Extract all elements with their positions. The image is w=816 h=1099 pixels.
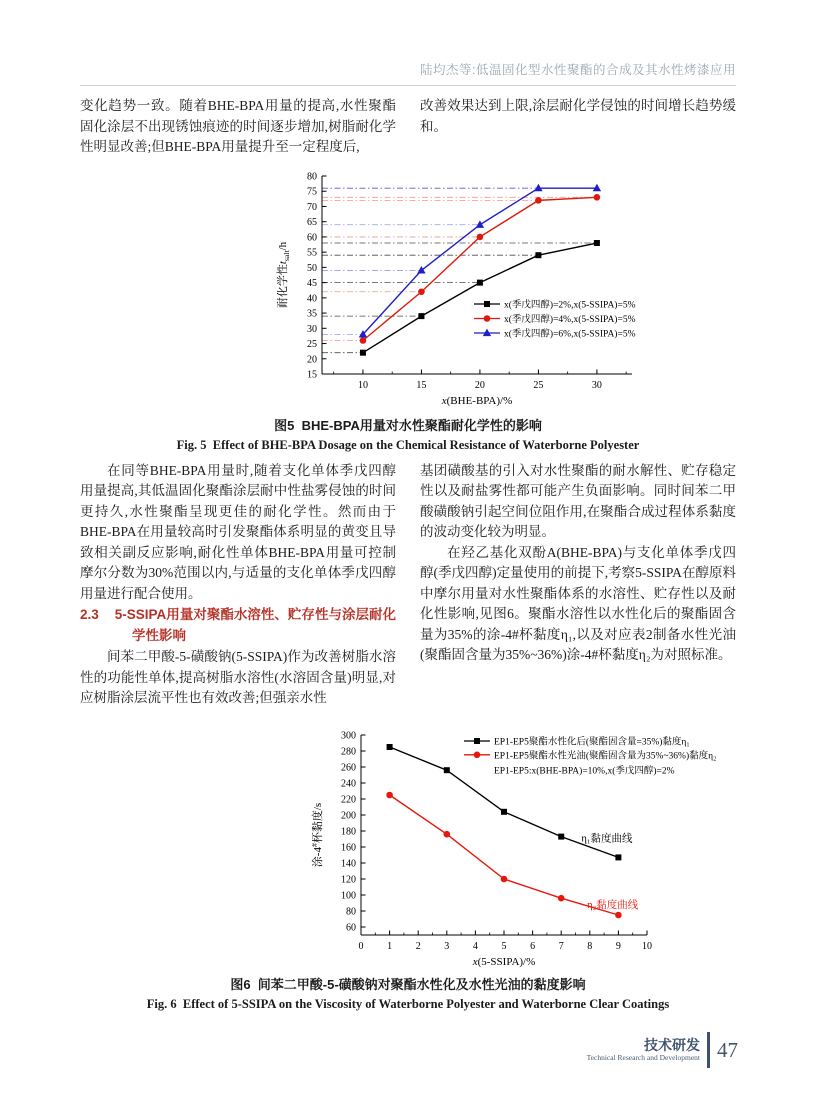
running-title: 陆均杰等:低温固化型水性聚酯的合成及其水性烤漆应用 xyxy=(420,63,736,77)
page-footer xyxy=(587,1032,738,1068)
svg-text:20: 20 xyxy=(307,353,317,365)
svg-text:120: 120 xyxy=(341,874,356,885)
svg-text:15: 15 xyxy=(307,369,317,380)
svg-text:280: 280 xyxy=(341,746,356,757)
section-heading-2-3 xyxy=(80,605,396,646)
svg-text:240: 240 xyxy=(341,778,356,789)
svg-text:9: 9 xyxy=(615,940,621,952)
svg-text:x(季戊四醇)=2%,x(5-SSIPA)=5%: x(季戊四醇)=2%,x(5-SSIPA)=5% xyxy=(504,300,636,310)
svg-text:160: 160 xyxy=(341,842,356,853)
svg-text:10: 10 xyxy=(357,379,368,391)
svg-text:45: 45 xyxy=(307,277,317,289)
paragraph: 间苯二甲酸-5-磺酸钠(5-SSIPA)作为改善树脂水溶性的功能性单体,提高树脂水溶性(水溶固含量)明显,对应树脂涂层流平性也有效改善;但强亲水性 xyxy=(80,649,396,705)
left-column xyxy=(80,461,396,709)
footer-divider xyxy=(707,1032,710,1068)
svg-text:EP1-EP5:x(BHE-BPA)=10%,x(季戊四醇): EP1-EP5:x(BHE-BPA)=10%,x(季戊四醇)=2% xyxy=(494,766,675,777)
svg-text:30: 30 xyxy=(307,323,317,335)
svg-text:5: 5 xyxy=(501,940,507,952)
section-number: 2.3 xyxy=(80,607,99,622)
footer-section xyxy=(587,1037,700,1063)
paragraph: 在羟乙基化双酚A(BHE-BPA)与支化单体季戊四醇(季戊四醇)定量使用的前提下,考察5-SSIPA在醇原料中摩尔用量对水性聚酯体系的水溶性、贮存性以及耐化性影响,见图6。聚酯水溶性以水性化后的聚酯固含量为35%的涂-4#杯黏度η₁,以及对应表2制备水性光油(聚酯固含量为35%~36%)涂-4#杯黏度η₂为对照标准。 xyxy=(420,544,736,662)
page-number: 47 xyxy=(717,1037,738,1062)
svg-text:35: 35 xyxy=(307,308,317,320)
svg-text:55: 55 xyxy=(307,247,317,259)
svg-text:1: 1 xyxy=(387,940,393,952)
svg-text:65: 65 xyxy=(307,216,317,228)
fig5-line-chart xyxy=(250,164,770,415)
svg-text:300: 300 xyxy=(341,730,356,741)
svg-text:10: 10 xyxy=(642,940,652,952)
svg-text:60: 60 xyxy=(307,231,317,243)
svg-text:7: 7 xyxy=(558,940,564,952)
footer-section-zh: 技术研发 xyxy=(644,1037,700,1053)
svg-text:260: 260 xyxy=(341,762,356,773)
svg-text:200: 200 xyxy=(341,810,356,821)
svg-text:50: 50 xyxy=(307,262,317,274)
section-title: 5-SSIPA用量对聚酯水溶性、贮存性与涂层耐化学性影响 xyxy=(114,607,396,643)
paragraph: 基团磺酸基的引入对水性聚酯的耐水解性、贮存稳定性以及耐盐雾性都可能产生负面影响。同时间苯二甲酸磺酸钠引起空间位阻作用,在聚酯合成过程体系黏度的波动变化较为明显。 xyxy=(420,462,736,539)
figure-6 xyxy=(286,721,816,974)
svg-text:EP1-EP5聚酯水性化后(聚酯固含量=35%)黏度η₁: EP1-EP5聚酯水性化后(聚酯固含量=35%)黏度η₁ xyxy=(494,737,690,747)
svg-text:25: 25 xyxy=(307,338,317,350)
text-block-top xyxy=(80,96,736,158)
svg-text:3: 3 xyxy=(444,940,450,952)
svg-text:x(5-SSIPA)/%: x(5-SSIPA)/% xyxy=(472,955,536,968)
svg-text:60: 60 xyxy=(346,922,356,933)
footer-section-en: Technical Research and Development xyxy=(586,1053,700,1062)
paragraph: 变化趋势一致。随着BHE-BPA用量的提高,水性聚酯固化涂层不出现锈蚀痕迹的时间逐步增加,树脂耐化学性明显改善;但BHE-BPA用量提升至一定程度后, xyxy=(80,98,396,154)
svg-text:30: 30 xyxy=(591,379,602,391)
svg-text:20: 20 xyxy=(474,379,485,391)
fig6-caption-zh: 图6 间苯二甲酸-5-磺酸钠对聚酯水性化及水性光油的黏度影响 xyxy=(230,976,586,992)
svg-text:8: 8 xyxy=(587,940,593,952)
right-column xyxy=(420,461,736,709)
fig6-line-chart xyxy=(286,721,816,974)
svg-text:x(季戊四醇)=4%,x(5-SSIPA)=5%: x(季戊四醇)=4%,x(5-SSIPA)=5% xyxy=(504,314,636,325)
svg-text:80: 80 xyxy=(307,171,317,182)
svg-text:4: 4 xyxy=(472,940,478,952)
svg-text:η₁黏度曲线: η₁黏度曲线 xyxy=(581,832,633,844)
svg-text:220: 220 xyxy=(341,794,356,805)
left-column xyxy=(80,96,396,158)
svg-text:25: 25 xyxy=(533,379,544,391)
text-block-middle xyxy=(80,461,736,709)
paragraph: 在同等BHE-BPA用量时,随着支化单体季戊四醇用量提高,其低温固化聚酯涂层耐中性盐雾侵蚀的时间更持久,水性聚酯呈现更佳的耐化学性。然而由于BHE-BPA在用量较高时引发聚酯体系明显的黄变且导致相关副反应影响,耐化性单体BHE-BPA用量可控制摩尔分数为30%范围以内,与适量的支化单体季戊四醇用量进行配合使用。 xyxy=(80,462,396,601)
svg-text:涂-4#杯黏度/s: 涂-4#杯黏度/s xyxy=(310,802,324,867)
fig6-caption-en: Fig. 6 Effect of 5-SSIPA on the Viscosity of Waterborne Polyester and Waterborne Clear Coatings xyxy=(146,996,670,1011)
svg-text:x(季戊四醇)=6%,x(5-SSIPA)=5%: x(季戊四醇)=6%,x(5-SSIPA)=5% xyxy=(504,329,636,339)
svg-text:75: 75 xyxy=(307,186,317,198)
header-rule xyxy=(80,85,736,86)
svg-text:0: 0 xyxy=(358,940,364,952)
right-column xyxy=(420,96,736,158)
svg-text:70: 70 xyxy=(307,201,317,213)
svg-text:180: 180 xyxy=(341,826,356,837)
svg-text:15: 15 xyxy=(416,379,427,391)
svg-text:80: 80 xyxy=(346,906,356,917)
svg-text:100: 100 xyxy=(341,890,356,901)
svg-text:140: 140 xyxy=(341,858,356,869)
fig5-caption-zh: 图5 BHE-BPA用量对水性聚酯耐化学性的影响 xyxy=(274,417,542,433)
svg-text:耐化学性tsalt/h: 耐化学性$t_{salt}/h$ xyxy=(277,241,291,308)
fig5-caption-en: Fig. 5 Effect of BHE-BPA Dosage on the Chemical Resistance of Waterborne Polyester xyxy=(176,437,640,452)
svg-text:6: 6 xyxy=(530,940,536,952)
svg-text:2: 2 xyxy=(415,940,421,952)
svg-text:40: 40 xyxy=(307,292,317,304)
svg-text:η₂黏度曲线: η₂黏度曲线 xyxy=(587,899,639,911)
svg-text:x(BHE-BPA)/%: x(BHE-BPA)/% xyxy=(441,394,513,407)
paragraph: 改善效果达到上限,涂层耐化学侵蚀的时间增长趋势缓和。 xyxy=(420,98,736,134)
figure-5 xyxy=(250,164,770,415)
svg-text:EP1-EP5聚酯水性光油(聚酯固含量为35%~36%)黏度: EP1-EP5聚酯水性光油(聚酯固含量为35%~36%)黏度η₂ xyxy=(494,750,717,761)
